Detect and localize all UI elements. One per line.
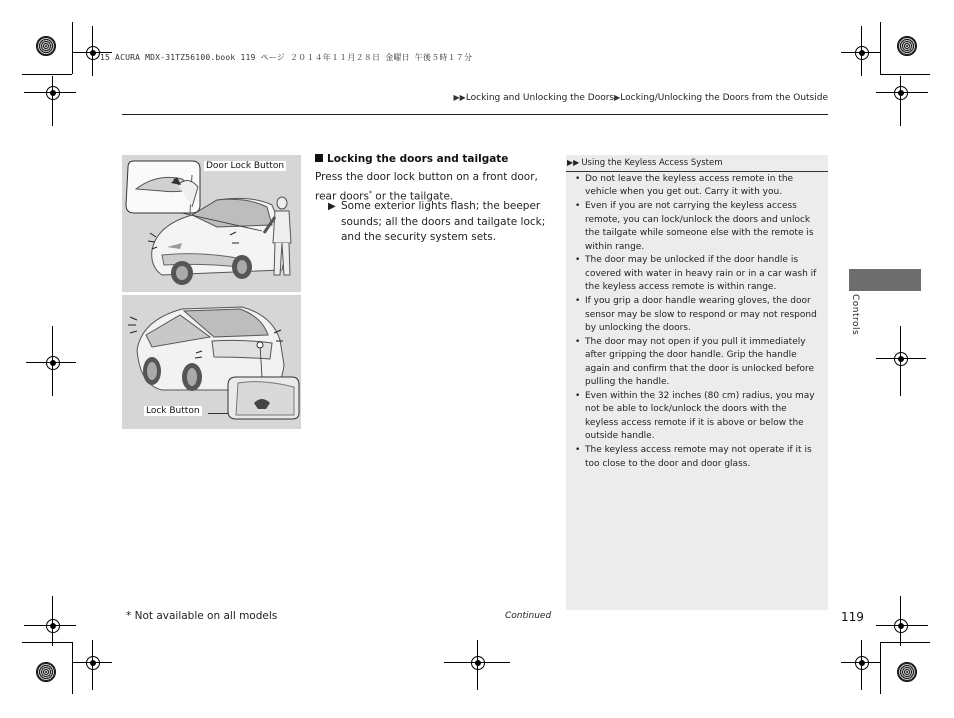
sidebar-heading: ▶▶ Using the Keyless Access System (566, 155, 828, 172)
section-tab (849, 269, 921, 291)
figure-lock-button (122, 295, 301, 429)
square-bullet-icon (315, 154, 323, 162)
sidebar-note (566, 155, 828, 610)
registration-mark (86, 46, 100, 60)
registration-target (36, 36, 56, 56)
section-body: Press the door lock button on a front door, rear doors* or the tailgate. (315, 171, 538, 202)
list-item: • Even if you are not carrying the keyless access remote, you can lock/unlock the doors and unlock the tailgate while someone else with the remote is within range. (566, 200, 821, 254)
list-item: • The keyless access remote may not operate if it is too close to the door and door glass. (566, 444, 821, 471)
lock-button-label: Lock Button (146, 406, 200, 416)
breadcrumb-part2: Locking/Unlocking the Doors from the Outside (620, 93, 828, 103)
page-number: 119 (841, 610, 864, 624)
continued-label: Continued (505, 611, 552, 621)
section-result: ▶ Some exterior lights flash; the beeper sounds; all the doors and tailgate lock; and the security system sets. (328, 200, 546, 243)
list-item: • The door may be unlocked if the door handle is covered with water in heavy rain or in a car wash if the keyless access remote is within range. (566, 254, 821, 294)
sidebar-list (566, 173, 821, 471)
list-item: • Do not leave the keyless access remote in the vehicle when you get out. Carry it with you. (566, 173, 821, 200)
double-arrow-icon: ▶▶ (453, 93, 466, 102)
door-lock-button-label: Door Lock Button (206, 161, 285, 171)
list-item: • If you grip a door handle wearing gloves, the door sensor may be slow to respond or may not respond by unlocking the doors. (566, 295, 821, 335)
result-arrow-icon: ▶ (328, 201, 336, 212)
section-tab-label: Controls (850, 294, 860, 336)
header-rule (122, 114, 828, 115)
front-car-illustration (122, 155, 301, 292)
breadcrumb (454, 93, 829, 103)
label-leader-line (208, 413, 228, 414)
reference-arrow-icon: ▶▶ (567, 158, 580, 167)
arrow-icon: ▶ (614, 93, 621, 102)
breadcrumb-part1: Locking and Unlocking the Doors (465, 93, 615, 103)
print-header: 15 ACURA MDX-31TZ56100.book 119 ページ ２０１４年１１月２８日 金曜日 午後５時１７分 (100, 53, 473, 62)
figure-door-lock-button (122, 155, 301, 292)
footnote: * Not available on all models (126, 610, 278, 622)
list-item: • The door may not open if you pull it immediately after gripping the door handle. Grip the handle again and confirm that the door is unlocked before pulling the handle. (566, 336, 821, 390)
list-item: • Even within the 32 inches (80 cm) radius, you may not be able to lock/unlock the doors with the keyless access remote if it is above or below the outside handle. (566, 390, 821, 444)
section-heading: Locking the doors and tailgate (315, 153, 508, 165)
